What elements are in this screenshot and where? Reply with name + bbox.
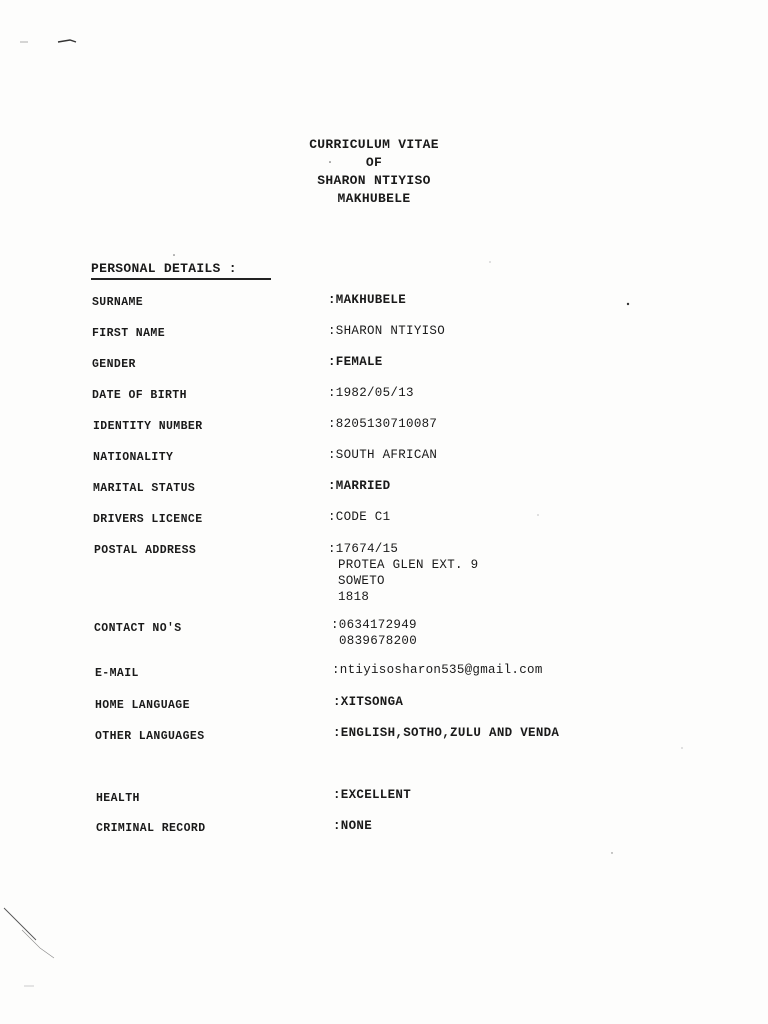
field-value: :CODE C1 <box>328 510 391 524</box>
title-line-2: OF <box>365 155 383 170</box>
field-label: DATE OF BIRTH <box>92 389 187 402</box>
field-value: :MAKHUBELE <box>328 293 407 307</box>
title-line-3: SHARON NTIYISO <box>317 173 431 188</box>
field-value: :ntiyisosharon535@gmail.com <box>332 663 543 677</box>
field-value: :EXCELLENT <box>333 788 412 802</box>
field-label: CONTACT NO'S <box>94 622 182 635</box>
field-row-date-of-birth <box>0 387 768 407</box>
field-row-surname <box>0 294 768 314</box>
field-row-health <box>0 788 768 808</box>
address-line-4: 1818 <box>338 590 370 604</box>
field-label: MARITAL STATUS <box>93 482 196 495</box>
field-row-first-name <box>0 325 768 345</box>
field-value: :FEMALE <box>328 355 383 369</box>
field-label: IDENTITY NUMBER <box>93 420 203 433</box>
field-row-email <box>0 663 768 683</box>
field-label: NATIONALITY <box>93 451 174 464</box>
field-row-home-language <box>0 695 768 715</box>
contact-line-1: :0634172949 <box>331 618 417 632</box>
field-row-postal-address <box>0 542 768 606</box>
field-value: :ENGLISH,SOTHO,ZULU AND VENDA <box>333 726 560 740</box>
field-label: E-MAIL <box>95 667 139 680</box>
field-value: :MARRIED <box>328 479 391 493</box>
field-label: GENDER <box>92 358 136 371</box>
personal-details-heading: PERSONAL DETAILS : <box>91 261 271 280</box>
field-value-address <box>328 541 478 605</box>
field-row-identity-number <box>0 418 768 438</box>
field-row-other-languages <box>0 726 768 746</box>
field-label: POSTAL ADDRESS <box>94 544 197 557</box>
field-label: HEALTH <box>96 792 140 805</box>
field-row-nationality <box>0 449 768 469</box>
field-value: :SHARON NTIYISO <box>328 324 446 338</box>
field-row-gender <box>0 356 768 376</box>
field-value: :SOUTH AFRICAN <box>328 448 438 462</box>
field-row-drivers-licence <box>0 511 768 531</box>
field-value-contact <box>331 617 417 649</box>
field-row-criminal-record <box>0 818 768 838</box>
address-line-1: :17674/15 <box>328 542 399 556</box>
field-value: :8205130710087 <box>328 417 438 431</box>
field-label: SURNAME <box>92 296 144 309</box>
field-label: OTHER LANGUAGES <box>95 730 205 743</box>
field-label: CRIMINAL RECORD <box>96 822 206 835</box>
field-label: DRIVERS LICENCE <box>93 513 203 526</box>
field-row-marital-status <box>0 480 768 500</box>
title-line-1: CURRICULUM VITAE <box>309 137 439 152</box>
field-value: :XITSONGA <box>333 695 404 709</box>
field-label: HOME LANGUAGE <box>95 699 190 712</box>
address-line-3: SOWETO <box>338 574 385 588</box>
title-line-4: MAKHUBELE <box>337 191 411 206</box>
address-line-2: PROTEA GLEN EXT. 9 <box>338 558 479 572</box>
field-row-contact <box>0 618 768 652</box>
field-value: :1982/05/13 <box>328 386 414 400</box>
cv-title <box>224 136 524 208</box>
field-value: :NONE <box>333 819 373 833</box>
field-label: FIRST NAME <box>92 327 166 340</box>
contact-line-2: 0839678200 <box>339 634 418 648</box>
